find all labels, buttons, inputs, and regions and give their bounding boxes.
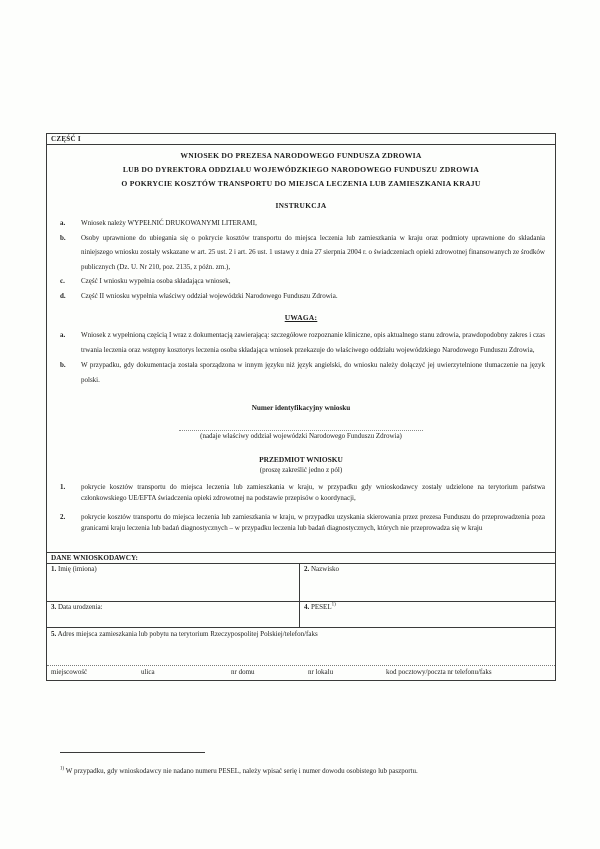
- item-text: Część I wniosku wypełnia osoba składająca wniosek,: [81, 277, 231, 285]
- instrukcja-item-c: [47, 274, 555, 289]
- uwaga-heading: [47, 313, 555, 323]
- adres-sublabel-nr-domu: nr domu: [231, 668, 255, 676]
- przedmiot-option-1: [47, 482, 555, 504]
- przedmiot-heading: PRZEDMIOT WNIOSKU: [259, 455, 343, 464]
- table-row: [47, 563, 555, 601]
- field-label: PESEL: [311, 603, 332, 611]
- item-text: pokrycie kosztów transportu do miejsca leczenia lub zamieszkania w kraju, w przypadku gdy wnioskodawcy zostały udzielone na terytorium państwa członkowskiego UE/EFTA świadczenia opieki zdrowotnej na podstawie przepisów o koordynacji,: [81, 483, 545, 502]
- field-number: 2.: [304, 565, 310, 573]
- instrukcja-item-a: [47, 216, 555, 231]
- numer-wniosku-fill-line: [179, 430, 423, 431]
- form-part-1-box: [46, 133, 556, 681]
- field-label: Data urodzenia:: [58, 603, 103, 611]
- item-label: a.: [60, 331, 66, 339]
- field-data-urodzenia: [47, 602, 299, 627]
- uwaga-item-b: [47, 358, 555, 388]
- footnote-marker: 1): [331, 602, 336, 608]
- item-text: Osoby uprawnione do ubiegania się o pokrycie kosztów transportu do miejsca leczenia lub zamieszkania w kraju oraz podmioty uprawnione do składania niniejszego wniosku zostały wskazane w art. 25 ust. 2 i art. 26 ust. 1 ustawy z dnia 27 sierpnia 2004 r. o świadczeniach opieki zdrowotnej finansowanych ze środków publicznych (Dz. U. Nr 210, poz. 2135, z późn. zm.),: [81, 233, 545, 271]
- field-label: Imię (imiona): [58, 565, 97, 573]
- item-text: W przypadku, gdy dokumentacja została sporządzona w innym języku niż język angielski, do wniosku należy dołączyć jej uwierzytelnione tłumaczenie na język polski.: [81, 361, 545, 384]
- przedmiot-option-2: [47, 512, 555, 534]
- part-label: CZĘŚĆ I: [47, 134, 555, 145]
- item-text: pokrycie kosztów transportu do miejsca leczenia lub zamieszkania w kraju, w przypadku uzyskania skierowania przez prezesa Funduszu do przeprowadzenia poza granicami kraju leczenia lub badań diagnostycznych – w przypadku leczenia lub badań diagnostycznych, których nie przeprowadza się w kraju: [81, 513, 545, 532]
- item-label: d.: [60, 291, 66, 300]
- uwaga-heading-text: UWAGA:: [284, 313, 318, 322]
- form-title-line-3: O POKRYCIE KOSZTÓW TRANSPORTU DO MIEJSCA LECZENIA LUB ZAMIESZKANIA KRAJU: [121, 179, 481, 188]
- instrukcja-item-d: [47, 289, 555, 304]
- footnote: [60, 766, 542, 776]
- adres-sublabel-miejscowosc: miejscowość: [51, 668, 88, 676]
- item-text: Część II wniosku wypełnia właściwy oddział wojewódzki Narodowego Funduszu Zdrowia.: [81, 291, 338, 300]
- item-label: b.: [60, 361, 66, 369]
- field-pesel: [299, 602, 555, 627]
- footnote-marker: 1): [60, 766, 65, 772]
- field-number: 5.: [51, 630, 57, 638]
- adres-fill-line: [47, 665, 555, 666]
- footnote-text: W przypadku, gdy wnioskodawcy nie nadano numeru PESEL, należy wpisać serię i numer dowodu osobistego lub paszportu.: [65, 767, 418, 775]
- instrukcja-heading: INSTRUKCJA: [275, 201, 327, 210]
- adres-sublabel-ulica: ulica: [141, 668, 155, 676]
- instrukcja-item-b: [47, 231, 555, 275]
- form-title-line-2: LUB DO DYREKTORA ODDZIAŁU WOJEWÓDZKIEGO NARODOWEGO FUNDUSZU ZDROWIA: [122, 165, 480, 174]
- uwaga-list: [47, 328, 555, 388]
- form-title-line-1: WNIOSEK DO PREZESA NARODOWEGO FUNDUSZA ZDROWIA: [180, 151, 422, 160]
- field-label: Adres miejsca zamieszkania lub pobytu na terytorium Rzeczypospolitej Polskiej/telefon/faks: [57, 630, 318, 638]
- applicant-data-heading: DANE WNIOSKODAWCY:: [47, 552, 555, 563]
- field-number: 1.: [51, 565, 57, 573]
- form-title: [47, 149, 555, 191]
- item-label: c.: [60, 277, 65, 285]
- item-label: b.: [60, 233, 66, 242]
- przedmiot-caption: (proszę zakreślić jedno z pól): [259, 466, 343, 474]
- item-label: a.: [60, 219, 66, 227]
- instrukcja-list: [47, 216, 555, 303]
- footnote-separator: [60, 752, 205, 753]
- numer-wniosku-caption: (nadaje właściwy oddział wojewódzki Narodowego Funduszu Zdrowia): [200, 432, 402, 440]
- field-nazwisko: [299, 564, 555, 601]
- item-text: Wniosek należy WYPEŁNIĆ DRUKOWANYMI LITERAMI,: [81, 219, 257, 227]
- table-row: [47, 601, 555, 627]
- field-adres-label: [47, 628, 555, 640]
- uwaga-item-a: [47, 328, 555, 358]
- field-number: 3.: [51, 603, 57, 611]
- field-adres: [47, 627, 555, 680]
- field-number: 4.: [304, 603, 310, 611]
- item-text: Wniosek z wypełnioną częścią I wraz z dokumentacją zawierającą: szczegółowe rozpoznanie kliniczne, opis aktualnego stanu zdrowia, prawdopodobny zakres i czas trwania leczenia oraz wstępny kosztorys leczenia osoba składająca wniosek przekazuje do właściwego oddziału wojewódzkiego Narodowego Funduszu Zdrowia,: [81, 331, 545, 354]
- adres-sublabel-nr-lokalu: nr lokalu: [308, 668, 334, 676]
- adres-sublabel-kod-pocztowy: kod pocztowy/poczta nr telefonu/faks: [386, 668, 492, 676]
- item-label: 1.: [60, 483, 66, 491]
- item-label: 2.: [60, 513, 66, 521]
- numer-wniosku-heading: Numer identyfikacyjny wniosku: [251, 404, 351, 412]
- field-label: Nazwisko: [311, 565, 339, 573]
- przedmiot-list: [47, 482, 555, 534]
- applicant-data-table: [47, 552, 555, 680]
- field-imie: [47, 564, 299, 601]
